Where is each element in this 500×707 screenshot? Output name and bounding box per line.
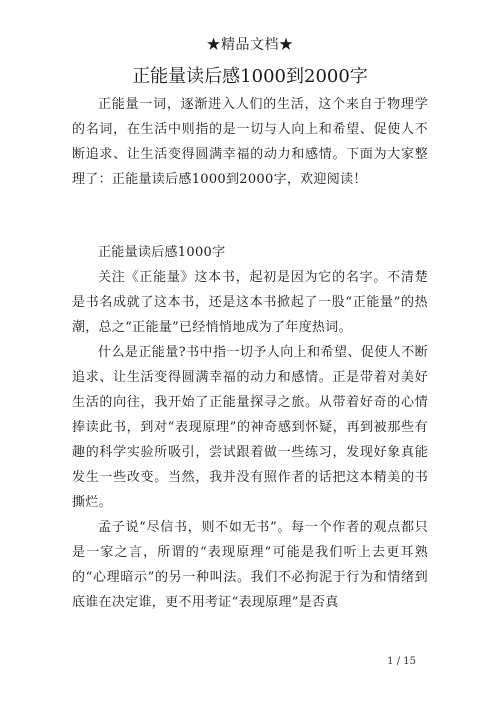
body-paragraph: 关注《正能量》这本书，起初是因为它的名字。不清楚是书名成就了这本书，还是这本书掀起了一股“正能量”的热潮，总之“正能量”已经悄悄地成为了年度热词。 — [72, 270, 428, 335]
section-heading: 正能量读后感1000字 — [98, 245, 226, 260]
body-paragraph: 孟子说“尽信书，则不如无书”。每一个作者的观点都只是一家之言，所谓的“表现原理”可能是我们听上去更耳熟的“心理暗示”的另一种叫法。我们不必拘泥于行为和情绪到底谁在决定谁，更不用考证“表现原理”是否真 — [72, 520, 428, 610]
intro-block — [72, 92, 428, 192]
document-header-badge: ★精品文档★ — [206, 37, 294, 53]
document-title: 正能量读后感1000到2000字 — [132, 66, 368, 87]
page-number: 1 / 15 — [387, 656, 416, 667]
body-paragraph: 什么是正能量?书中指一切予人向上和希望、促使人不断追求、让生活变得圆满幸福的动力和感情。正是带着对美好生活的向往，我开始了正能量探寻之旅。从带着好奇的心情捧读此书，到对“表现原理”的神奇感到怀疑，再到被那些有趣的科学实验所吸引，尝试跟着做一些练习，发现好象真能发生一些改变。当然，我并没有照作者的话把这本精美的书撕烂。 — [72, 345, 428, 510]
section-block — [72, 240, 428, 615]
intro-paragraph: 正能量一词，逐渐进入人们的生活，这个来自于物理学的名词，在生活中则指的是一切与人向上和希望、促使人不断追求、让生活变得圆满幸福的动力和感情。下面为大家整理了：正能量读后感1000到2000字，欢迎阅读！ — [72, 97, 428, 187]
